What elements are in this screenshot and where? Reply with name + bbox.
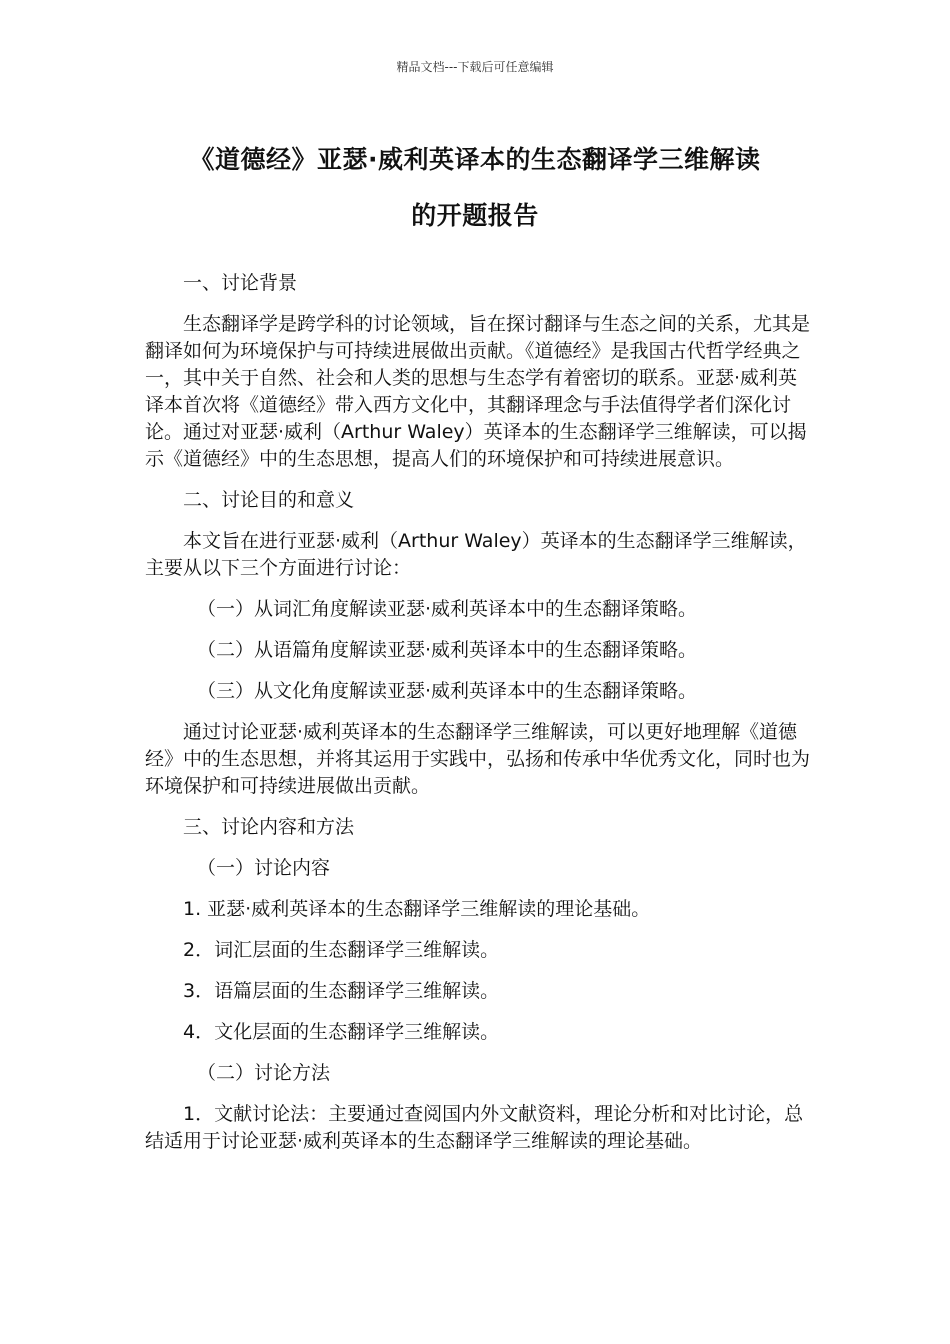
- section-3-heading: 三、讨论内容和方法: [183, 816, 355, 838]
- page-header-note: 精品文档---下载后可任意编辑: [396, 60, 554, 74]
- section-2-point-1: （一）从词汇角度解读亚瑟·威利英译本中的生态翻译策略。: [197, 598, 698, 620]
- section-3-method-heading: （二）讨论方法: [197, 1062, 331, 1084]
- section-2-intro: 本文旨在进行亚瑟·威利（Arthur Waley）英译本的生态翻译学三维解读，主要从以下三个方面进行讨论：: [145, 530, 807, 579]
- section-3-content-item-3: 3．语篇层面的生态翻译学三维解读。: [183, 980, 500, 1002]
- section-3-method-item-1: 1．文献讨论法：主要通过查阅国内外文献资料，理论分析和对比讨论，总结适用于讨论亚瑟·威利英译本的生态翻译学三维解读的理论基础。: [145, 1103, 804, 1152]
- document-title-line-1: 《道德经》亚瑟·威利英译本的生态翻译学三维解读: [189, 145, 761, 174]
- section-3-content-item-1: 1. 亚瑟·威利英译本的生态翻译学三维解读的理论基础。: [183, 898, 651, 920]
- section-2-conclusion: 通过讨论亚瑟·威利英译本的生态翻译学三维解读，可以更好地理解《道德经》中的生态思想，并将其运用于实践中，弘扬和传承中华优秀文化，同时也为环境保护和可持续进展做出贡献。: [145, 721, 811, 797]
- section-2-point-3: （三）从文化角度解读亚瑟·威利英译本中的生态翻译策略。: [197, 680, 698, 702]
- section-3-content-item-2: 2．词汇层面的生态翻译学三维解读。: [183, 939, 500, 961]
- section-3-content-heading: （一）讨论内容: [197, 857, 331, 879]
- section-2-point-2: （二）从语篇角度解读亚瑟·威利英译本中的生态翻译策略。: [197, 639, 698, 661]
- section-1-heading: 一、讨论背景: [183, 272, 298, 294]
- document-title-line-2: 的开题报告: [411, 201, 539, 230]
- document-body: [145, 270, 810, 1169]
- section-3-content-item-4: 4．文化层面的生态翻译学三维解读。: [183, 1021, 500, 1043]
- section-1-paragraph: 生态翻译学是跨学科的讨论领域，旨在探讨翻译与生态之间的关系，尤其是翻译如何为环境保护与可持续进展做出贡献。《道德经》是我国古代哲学经典之一，其中关于自然、社会和人类的思想与生态学有着密切的联系。亚瑟·威利英译本首次将《道德经》带入西方文化中，其翻译理念与手法值得学者们深化讨论。通过对亚瑟·威利（Arthur Waley）英译本的生态翻译学三维解读，可以揭示《道德经》中的生态思想，提高人们的环境保护和可持续进展意识。: [145, 313, 811, 470]
- section-2-heading: 二、讨论目的和意义: [183, 489, 355, 511]
